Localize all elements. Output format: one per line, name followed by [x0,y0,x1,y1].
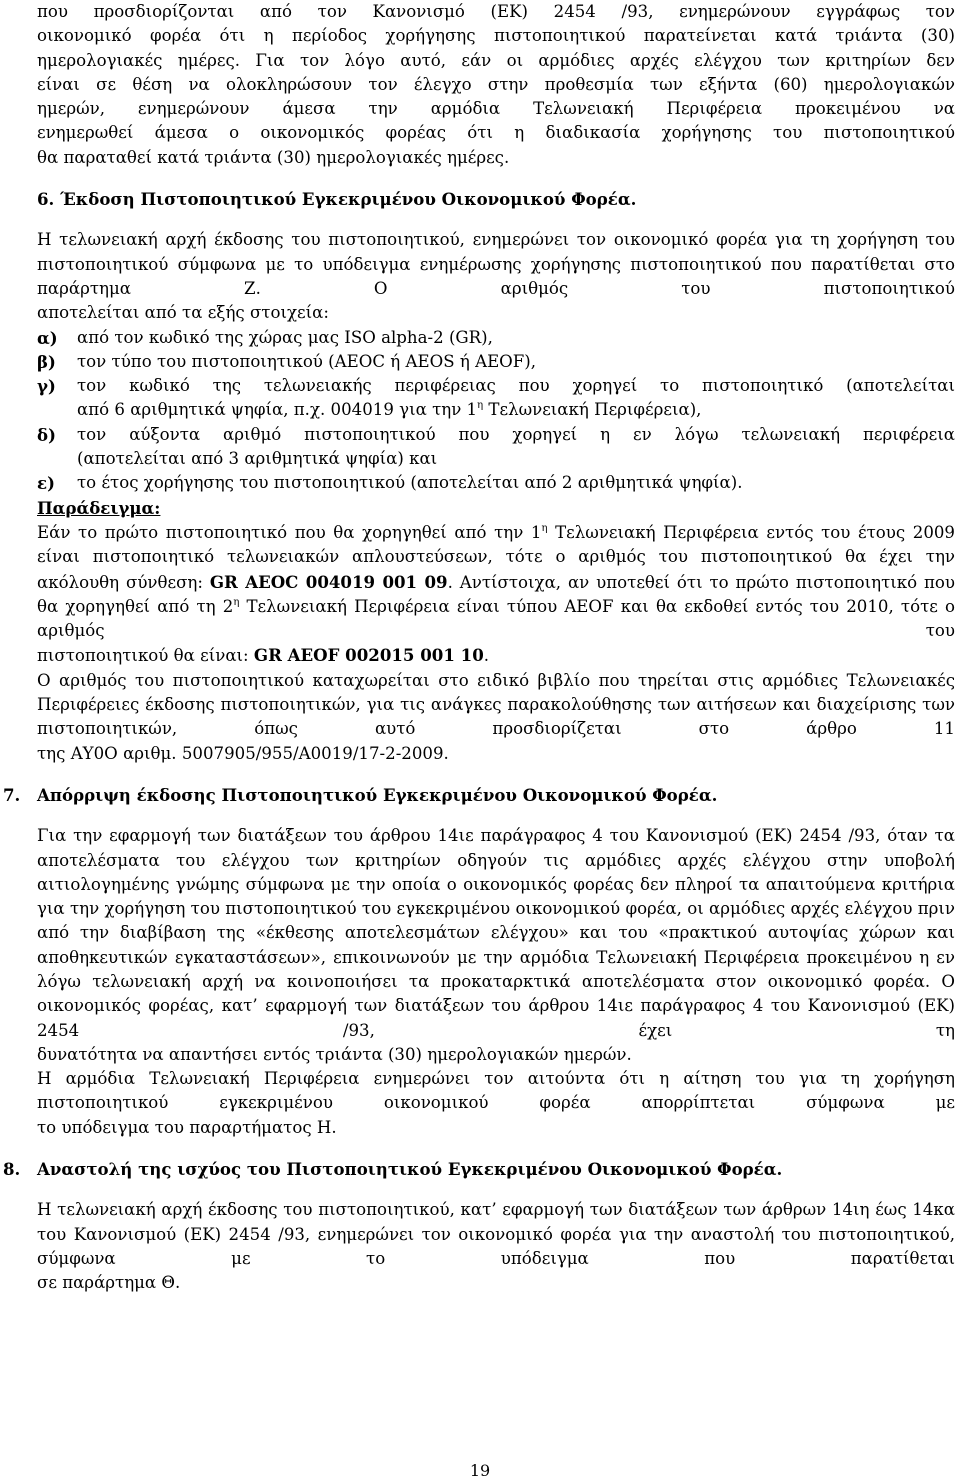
intro-paragraph [37,0,955,170]
example-text: Εάν το πρώτο πιστοποιητικό που θα χορηγηθεί από την 1 [37,522,542,542]
intro-line: ενημερωθεί άμεσα ο οικονομικός φορέας ότι η διαδικασία χορήγησης του πιστοποιητικού [37,123,955,143]
certificate-code: GR AEOC 004019 001 09 [209,571,448,592]
intro-line: που προσδιορίζονται από τον Κανονισμό (ΕΚ) 2454 /93, ενημερώνουν εγγράφως τον [37,2,955,21]
list-text: το έτος χορήγησης του πιστοποιητικού (αποτελείται από 2 αριθμητικά ψηφία). [77,473,743,493]
section-7-paragraph-end: το υπόδειγμα του παραρτήματος Η. [37,1117,337,1137]
list-text: τον κωδικό της τελωνειακής περιφέρειας που χορηγεί το πιστοποιητικό (αποτελείται [77,376,955,396]
example-text: πιστοποιητικού θα είναι: [37,646,254,666]
list-label: β) [37,351,56,372]
section-number: 7. [3,784,21,805]
list-item [37,471,955,495]
section-6-paragraph-end: της ΑΥ0Ο αριθμ. 5007905/955/Α0019/17-2-2009. [37,743,449,763]
section-8-heading [3,1157,955,1181]
list-label: ε) [37,473,55,494]
list-item [37,374,955,398]
document-page [3,0,956,1296]
list-label: α) [37,327,58,348]
example-text: . Αντίστοιχα, αν υποτεθεί ότι το πρώτο πιστοποιητικό που θα χορηγηθεί από τη 2 [37,572,956,616]
list-text: Τελωνειακή Περιφέρεια), [483,400,702,420]
list-text: από 6 αριθμητικά ψηφία, π.χ. 004019 για την 1 [77,400,478,420]
list-item-continued [37,447,955,471]
intro-line: ημερολογιακές ημέρες. Για τον λόγο αυτό, εάν οι αρμόδιες αρχές ελέγχου των κριτηρίων δεν [37,50,955,70]
list-item-continued [37,398,955,422]
section-6-body [37,228,955,766]
certificate-code: GR AEOF 002015 001 10 [253,645,484,666]
section-7-body [37,824,955,1140]
intro-line: ημερών, ενημερώνουν άμεσα την αρμόδια Τελωνειακή Περιφέρεια προκειμένου να [37,99,955,119]
section-title: Αναστολή της ισχύος του Πιστοποιητικού Εγκεκριμένου Οικονομικού Φορέα. [37,1159,783,1180]
list-text: τον τύπο του πιστοποιητικού (AEOC ή AEOS ή AEOF), [77,351,537,371]
section-7-paragraph: Για την εφαρμογή των διατάξεων του άρθρου 14ιε παράγραφος 4 του Κανονισμού (ΕΚ) 2454 /93, όταν τα αποτελέσματα του ελέγχου των κριτηρίων οδηγούν τις αρμόδιες αρχές ελέγχου στην υποβολή αιτιολογημένης γνώμης σύμφωνα με την οποία ο οικονομικός φορέας δεν πληροί τα απαιτούμενα κριτήρια για την χορήγηση του πιστοποιητικού του εγκεκριμένου οικονομικού φορέα, οι αρμόδιες αρχές ελέγχου πριν από την διαβίβαση της «έκθεσης αποτελεσμάτων ελέγχου» και του «πρακτικού αυτοψίας χώρων και αποθηκευτικών εγκαταστάσεων», επικοινωνούν με την αρμόδια Τελωνειακή Περιφέρεια προκειμένου η εν λόγω τελωνειακή αρχή να κοινοποιήσει τα προκαταρκτικά αποτελέσματα στον οικονομικό φορέα. Ο οικονομικός φορέας, κατ’ εφαρμογή των διατάξεων του άρθρου 14ιε παράγραφος 4 του Κανονισμού (ΕΚ) 2454 /93, έχει τη [37,826,955,1040]
section-7-heading [3,783,955,807]
list-label: δ) [37,424,56,445]
section-title: Απόρριψη έκδοσης Πιστοποιητικού Εγκεκριμένου Οικονομικού Φορέα. [37,784,718,805]
list-item [37,423,955,447]
section-6-paragraph: Η τελωνειακή αρχή έκδοσης του πιστοποιητικού, ενημερώνει τον οικονομικό φορέα για τη χορήγηση του πιστοποιητικού σύμφωνα με το υπόδειγμα ενημέρωσης χορήγησης πιστοποιητικού που παρατίθεται στο παράρτημα Ζ. Ο αριθμός του πιστοποιητικού [37,230,955,298]
section-8-body [37,1198,955,1295]
list-text: τον αύξοντα αριθμό πιστοποιητικού που χορηγεί η εν λόγω τελωνειακή περιφέρεια [77,424,955,444]
section-7-paragraph-end: δυνατότητα να απαντήσει εντός τριάντα (30) ημερολογιακών ημερών. [37,1044,632,1064]
example-label: Παράδειγμα: [37,497,161,518]
example-text: . [483,646,490,666]
example-text: Τελωνειακή Περιφέρεια εντός του έτους 2009 είναι πιστοποιητικό τελωνειακών απλουστεύσεων, τότε ο αριθμός του πιστοποιητικού θα έχει την ακόλουθη σύνθεση: [37,522,955,592]
superscript: η [541,522,548,534]
section-8-paragraph: Η τελωνειακή αρχή έκδοσης του πιστοποιητικού, κατ’ εφαρμογή των διατάξεων των άρθρων 14ιη έως 14κα του Κανονισμού (ΕΚ) 2454 /93, ενημερώνει τον οικονομικό φορέα για την αναστολή του πιστοποιητικού, σύμφωνα με το υπόδειγμα που παρατίθεται [37,1200,955,1268]
intro-line: είναι σε θέση να ολοκληρώσουν τον έλεγχο στην προθεσμία των εξήντα (60) ημερολογιακών [37,74,955,94]
example-text: Τελωνειακή Περιφέρεια είναι τύπου AEOF και θα εκδοθεί εντός του 2010, τότε ο αριθμός του [37,596,955,641]
list-label: γ) [37,376,56,397]
section-6-paragraph-end: αποτελείται από τα εξής στοιχεία: [37,303,329,323]
list-text: από τον κωδικό της χώρας μας ISO alpha-2 (GR), [77,327,493,347]
section-6-paragraph: Ο αριθμός του πιστοποιητικού καταχωρείται στο ειδικό βιβλίο που τηρείται στις αρμόδιες Τελωνειακές Περιφέρειες έκδοσης πιστοποιητικών, για τις ανάγκες παρακολούθησης των αιτήσεων και διαχείρισης των πιστοποιητικών, όπως αυτό προσδιορίζεται στο άρθρο 11 [37,670,955,739]
section-number: 8. [3,1159,21,1180]
list-item [37,326,955,350]
example-paragraph [37,521,955,643]
superscript: η [233,596,240,608]
list-item [37,350,955,374]
intro-line: οικονομικό φορέα ότι η περίοδος χορήγησης πιστοποιητικού παρατείνεται κατά τριάντα (30) [37,26,955,46]
section-7-paragraph: Η αρμόδια Τελωνειακή Περιφέρεια ενημερώνει τον αιτούντα ότι η αίτηση του για τη χορήγηση πιστοποιητικού εγκεκριμένου οικονομικού φορέα απορρίπτεται σύμφωνα με [37,1069,955,1113]
example-paragraph-end [37,643,955,668]
section-8-paragraph-end: σε παράρτημα Θ. [37,1273,181,1293]
intro-line: θα παραταθεί κατά τριάντα (30) ημερολογιακές ημέρες. [37,147,510,167]
superscript: η [477,400,484,412]
list-text: (αποτελείται από 3 αριθμητικά ψηφία) και [77,449,438,469]
section-6-heading: 6. Έκδοση Πιστοποιητικού Εγκεκριμένου Οικονομικού Φορέα. [37,189,637,210]
page-number: 19 [469,1461,491,1480]
